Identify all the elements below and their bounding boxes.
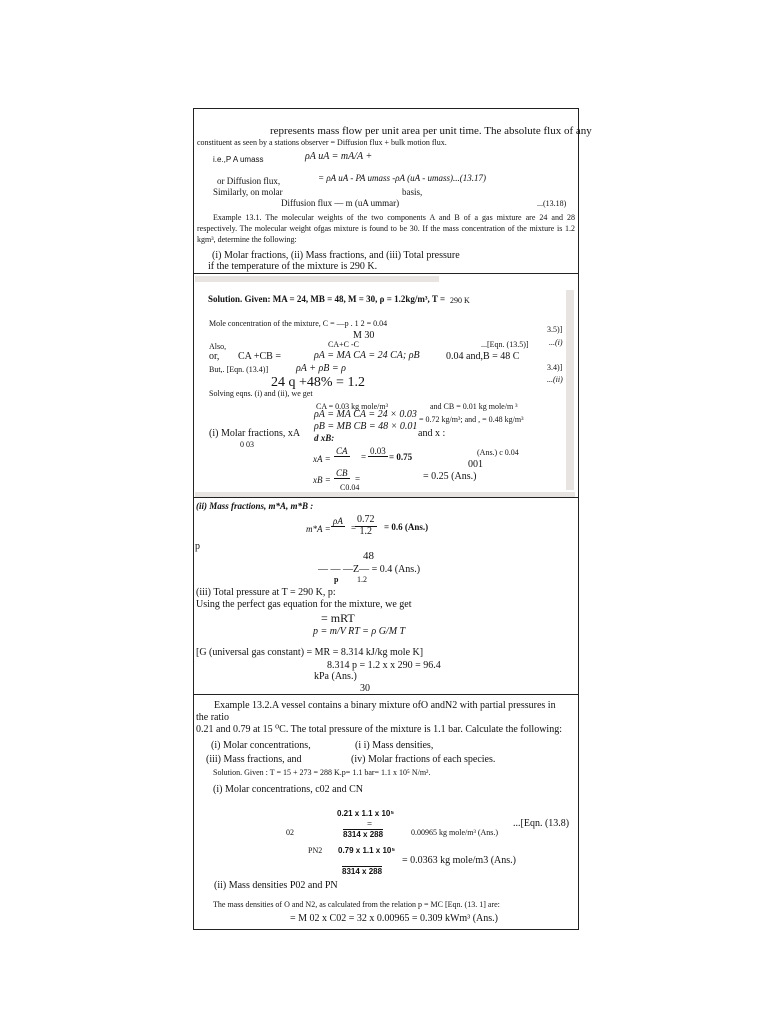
equation-number: 3.5)]: [547, 325, 563, 334]
text-line: constituent as seen by a stations observer = Diffusion flux + bulk motion flux.: [197, 138, 447, 147]
fraction-denominator: [377, 457, 379, 466]
text-label: (i) Molar fractions, xA: [209, 428, 301, 439]
text-value: 290 K: [450, 296, 470, 305]
example-heading: Example 13.2.A vessel contains a binary mixture ofO andN2 with partial pressures in: [214, 700, 556, 711]
equation-number: ...(ii): [547, 375, 563, 384]
text-label: PN2: [308, 846, 323, 855]
equation: 0.04 and,B = 48 C: [446, 351, 520, 362]
equation: = 0.0363 kg mole/m3 (Ans.): [402, 855, 516, 866]
text-label: Also,: [209, 342, 227, 351]
equation: ρA + ρB = ρ: [296, 363, 346, 374]
solution-heading: Solution. Given: MA = 24, MB = 48, M = 30, ρ = 1.2kg/m³, T =: [208, 294, 446, 304]
text-line: [G (universal gas constant) = MR = 8.314 kJ/kg mole K]: [196, 647, 424, 658]
equation: = 0.25 (Ans.): [423, 471, 477, 482]
text-value: (Ans.) c 0.04: [477, 448, 519, 457]
equation: d xB:: [314, 433, 335, 443]
equation: and CB = 0.01 kg mole/m ³: [430, 402, 518, 411]
equation: 0.21 x 1.1 x 10⁵: [337, 809, 395, 818]
equation: CA +CB =: [238, 351, 281, 362]
question-item: (iv) Molar fractions of each species.: [351, 754, 496, 765]
equation: 8.314 p = 1.2 x x 290 = 96.4: [327, 660, 441, 671]
equation: ρA = MA CA = 24 × 0.03: [314, 409, 417, 420]
divider-2: [194, 497, 578, 498]
fraction-xa-value: [368, 447, 388, 467]
text-line: 0.21 and 0.79 at 15 ⁰C. The total pressure of the mixture is 1.1 bar. Calculate the following:: [196, 724, 562, 735]
equation-number: 3.4)]: [547, 363, 563, 372]
fraction-numerator: ρA: [333, 516, 343, 526]
text-line: (iii) Total pressure at T = 290 K, p:: [196, 587, 336, 598]
fraction-ma-value: [355, 515, 377, 537]
equation: p = m/V RT = ρ G/M T: [313, 626, 406, 637]
text-label: and x :: [418, 428, 446, 439]
equation-number: ...(13.18): [537, 199, 567, 208]
question-item: (i i) Mass densities,: [355, 740, 434, 751]
shaded-band-right: [566, 290, 574, 490]
text-value: M 30: [353, 330, 375, 341]
fraction-numerator: CA: [336, 446, 348, 456]
fraction-ma: [331, 517, 345, 537]
divider-3: [194, 694, 578, 695]
text-value: p: [334, 575, 339, 584]
equation-number: ...(i): [549, 338, 563, 347]
fraction-xa: [334, 447, 350, 467]
fraction-numerator: 0.03: [370, 446, 386, 456]
equation: = 0.72 kg/m³; and , = 0.48 kg/m³: [419, 415, 524, 424]
text-label: or Diffusion flux,: [217, 176, 281, 186]
shaded-band-top: [195, 276, 439, 282]
fraction-numerator: 0.72: [357, 514, 375, 525]
equation: = 0.6 (Ans.): [384, 522, 429, 532]
text-value: C0.04: [340, 483, 360, 492]
text-line: The mass densities of O and N2, as calculated from the relation p = MC [Eqn. (13. 1] are:: [213, 900, 500, 909]
equation: 8314 x 288: [343, 830, 384, 839]
text-line: Mole concentration of the mixture, C = —p . 1 2 = 0.04: [209, 319, 388, 328]
equation: = ρA uA - PA umass -ρA (uA - umass)...(13.17): [318, 173, 486, 183]
question-item: (i) Molar concentrations,: [211, 740, 311, 751]
divider-1: [194, 273, 578, 274]
text-value: 48: [363, 550, 374, 562]
equation: Diffusion flux — m (uA ummar): [281, 198, 400, 208]
equation: 8314 x 288: [342, 867, 383, 876]
text-line: Solving eqns. (i) and (ii), we get: [209, 389, 313, 398]
equation: =: [355, 474, 361, 484]
subheading: (i) Molar concentrations, c02 and CN: [213, 784, 363, 795]
question-item: (iii) Mass fractions, and: [206, 754, 302, 765]
subheading: (ii) Mass fractions, m*A, m*B :: [196, 501, 314, 511]
text-line: represents mass flow per unit area per unit time. The absolute flux of any: [270, 125, 592, 137]
equation: ρB = MB CB = 48 × 0.01: [314, 421, 418, 432]
equation: 0.00965 kg mole/m³ (Ans.): [411, 828, 499, 837]
equation: CA = 0.03 kg mole/m³: [316, 402, 389, 411]
text-label: i.e.,P A umass: [213, 155, 264, 164]
text-value: kPa (Ans.): [314, 671, 357, 682]
text-line: if the temperature of the mixture is 290 K.: [208, 261, 378, 272]
fraction-denominator: [337, 527, 339, 536]
text-value: p: [195, 541, 200, 552]
equation: 0.79 x 1.1 x 10⁵: [338, 846, 396, 855]
equation: = M 02 x C02 = 32 x 0.00965 = 0.309 kWm³ (Ans.): [290, 913, 498, 924]
equation: =: [361, 452, 367, 462]
text-value: 001: [468, 459, 483, 470]
fraction-numerator: CB: [336, 468, 348, 478]
equation: =: [367, 819, 373, 829]
text-value: 0 03: [240, 440, 254, 449]
equation: =: [351, 523, 357, 533]
text-value: 30: [360, 683, 370, 694]
fraction-denominator: 1.2: [359, 525, 372, 537]
equation-number: ...[Eqn. (13.5)]: [481, 340, 529, 349]
text-line: Solution. Given : T = 15 + 273 = 288 K.p= 1.1 bar= 1.1 x 10⁵ N/m².: [213, 768, 431, 777]
equation: ρA = MA CA = 24 CA; ρB: [314, 350, 420, 361]
text-line: (i) Molar fractions, (ii) Mass fractions, and (iii) Total pressure: [212, 250, 460, 261]
text-label: basis,: [402, 187, 423, 197]
text-label: But,. [Eqn. (13.4)]: [209, 365, 269, 374]
text-label: or,: [209, 351, 220, 362]
text-line: the ratio: [196, 712, 230, 723]
text-label: Similarly, on molar: [213, 187, 283, 197]
text-label: 02: [286, 828, 294, 837]
equation: m*A =: [306, 524, 331, 534]
equation: CA+C -C: [328, 340, 359, 349]
text-line: Using the perfect gas equation for the mixture, we get: [196, 599, 412, 610]
equation: 24 q +48% = 1.2: [271, 375, 365, 390]
equation: ρA uA = mA/A +: [305, 151, 373, 162]
equation: — — —Z— = 0.4 (Ans.): [318, 564, 421, 575]
equation-number: ...[Eqn. (13.8): [513, 818, 570, 829]
equation: xA =: [313, 454, 331, 464]
equation: = 0.75: [389, 452, 413, 462]
equation: xB =: [313, 475, 331, 485]
example-paragraph: Example 13.1. The molecular weights of the two components A and B of a gas mixture are 24 and 28 respectively. The molecular weight ofgas mixture is found to be 30. If the mass concentration of the mixture is 1.2 kgm³, determine the following:: [197, 213, 575, 244]
fraction-denominator: [341, 457, 343, 466]
subheading: (ii) Mass densities P02 and PN: [214, 880, 338, 891]
text-value: 1.2: [357, 575, 367, 584]
equation: = mRT: [321, 611, 355, 625]
